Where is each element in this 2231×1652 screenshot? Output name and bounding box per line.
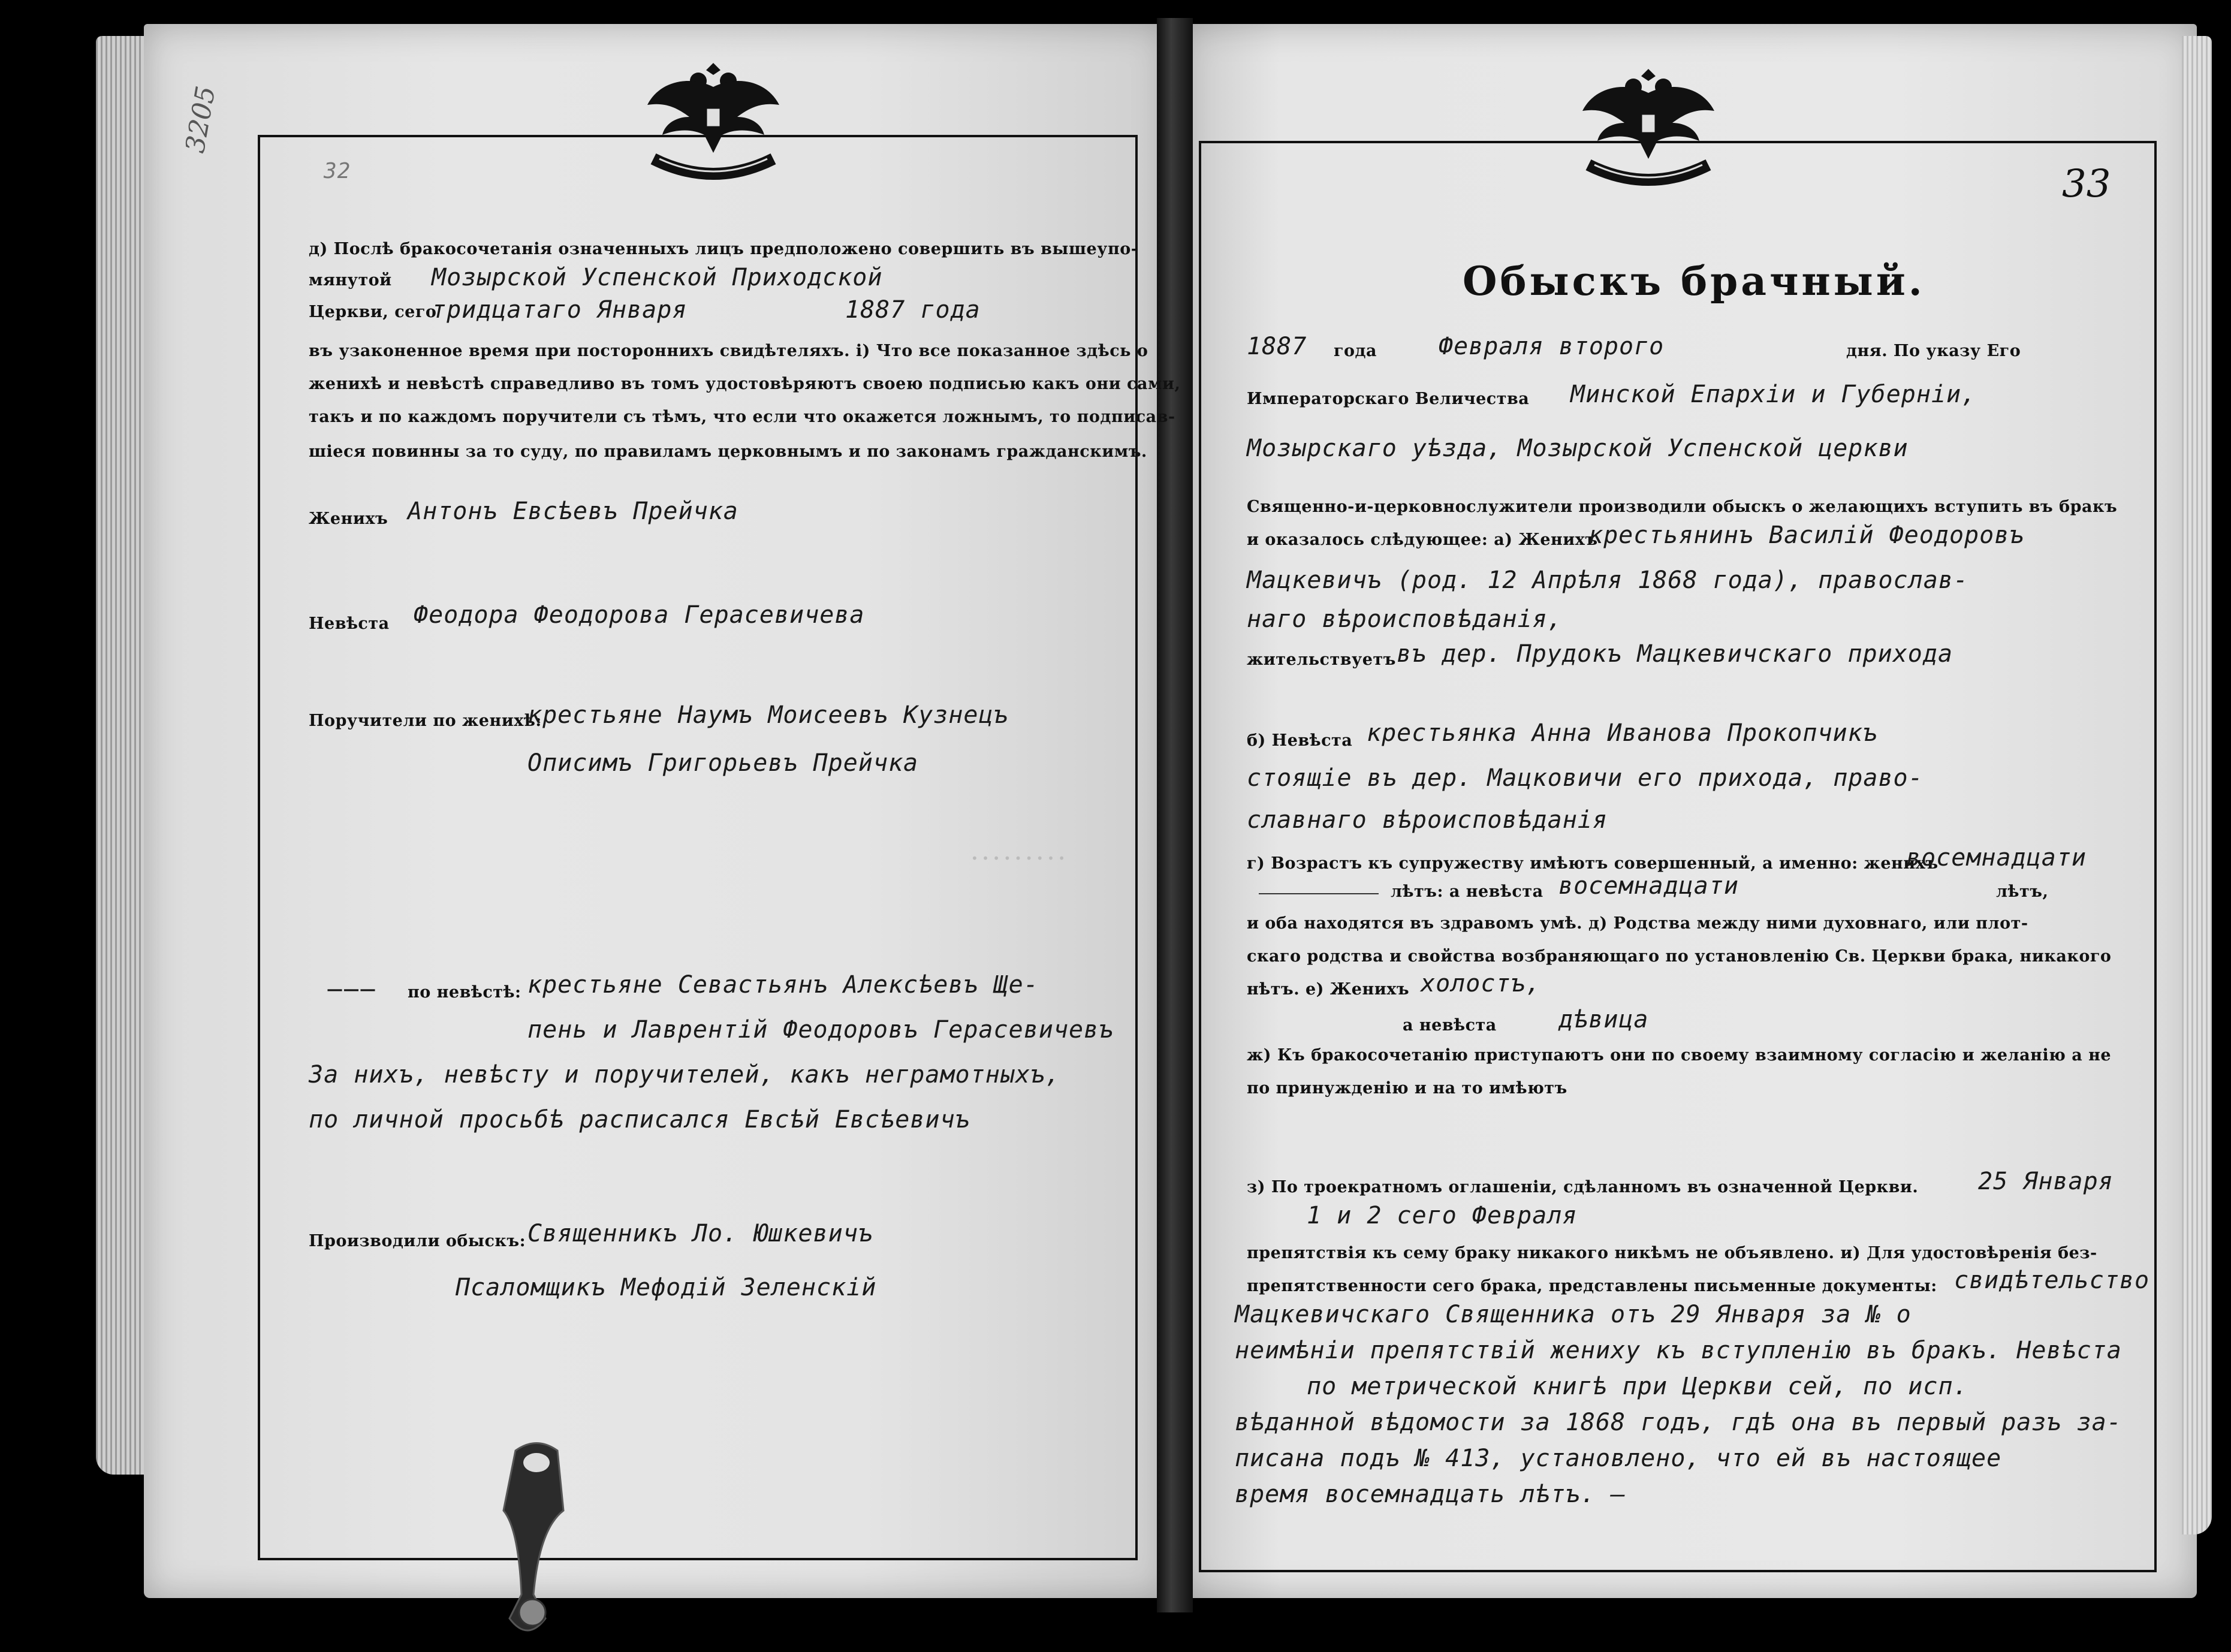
r-g2-hand: восемнадцати: [1558, 872, 1739, 900]
r-l3-hand: Мозырскаго уѣзда, Мозырской Успенской церкви: [1247, 435, 1909, 462]
r-l5-print: и оказалось слѣдующее: а) Женихъ: [1247, 530, 1598, 549]
para-d-line3-print: Церкви, сего: [309, 303, 437, 321]
bride-guarantors-line4: по личной просьбѣ расписался Евсѣй Евсѣевичъ: [309, 1106, 970, 1134]
bleed-through-text: • • • • • • • • •: [971, 851, 1066, 866]
r-g4: скаго родства и свойства возбраняющаго по установленію Св. Церкви брака, никакого: [1247, 947, 2112, 966]
r-z-hand2: 1 и 2 сего Февраля: [1307, 1202, 1578, 1229]
bride-guarantors-line2: пень и Лаврентій Феодоровъ Герасевичевъ: [527, 1016, 1114, 1044]
bride-guarantors-line1: крестьяне Севастьянъ Алексѣевъ Ще-: [527, 971, 1039, 999]
performed-by-psalmist: Псаломщикъ Мефодій Зеленскій: [456, 1274, 877, 1301]
page-number: 33: [2062, 162, 2111, 206]
groom-guarantors-line2: Описимъ Григорьевъ Прейчка: [527, 749, 919, 777]
r-l7-hand: наго вѣроисповѣданія,: [1247, 605, 1563, 633]
r-h4: вѣданной вѣдомости за 1868 годъ, гдѣ она въ первый разъ за-: [1235, 1409, 2122, 1436]
r-b-print: б) Невѣста: [1247, 731, 1353, 750]
r-g6-hand: дѣвица: [1558, 1006, 1649, 1033]
r-l2-print: Императорскаго Величества: [1247, 390, 1530, 408]
age-underline: [1259, 893, 1379, 894]
r-z2: препятствія къ сему браку никакого никѣмъ не объявлено. и) Для удостовѣренія без-: [1247, 1244, 2097, 1262]
performed-by-priest: Священникъ Ло. Юшкевичъ: [527, 1220, 873, 1247]
right-page-edges: [2182, 36, 2212, 1535]
groom-signature: Антонъ Евсѣевъ Прейчка: [408, 498, 738, 525]
r-h3: по метрической книгѣ при Церкви сей, по исп.: [1307, 1373, 1968, 1400]
book-gutter: [1157, 18, 1193, 1612]
r-b-hand2: стоящіе въ дер. Мацковичи его прихода, право-: [1247, 764, 1924, 792]
bride-guarantors-label: по невѣстѣ:: [408, 983, 521, 1002]
r-g3: и оба находятся въ здравомъ умѣ. д) Родства между ними духовнаго, или плот-: [1247, 914, 2028, 933]
r-l2-hand: Минской Епархіи и Губерніи,: [1570, 381, 1977, 408]
r-l5-hand: крестьянинъ Василій Феодоровъ: [1588, 521, 2025, 549]
bride-guarantors-line3: За нихъ, невѣсту и поручителей, какъ неграмотныхъ,: [309, 1061, 1061, 1089]
document-title: Обыскъ брачный.: [1463, 258, 1925, 305]
bride-signature: Феодора Феодорова Герасевичева: [414, 601, 865, 629]
r-g2-print2: лѣтъ,: [1996, 882, 2049, 901]
para-d-line3-hand1: тридцатаго Января: [432, 296, 688, 324]
r-l4: Священно-и-церковнослужители производили обыскъ о желающихъ вступить въ бракъ: [1247, 498, 2118, 516]
para-d-line6: такъ и по каждомъ поручители съ тѣмъ, что если что окажется ложнымъ, то подписав-: [309, 408, 1175, 426]
r-l1-print2: дня. По указу Его: [1846, 342, 2021, 360]
performed-by-label: Производили обыскъ:: [309, 1232, 526, 1250]
r-z-hand1: 25 Января: [1978, 1168, 2114, 1195]
r-g5-print: нѣтъ. е) Женихъ: [1247, 980, 1410, 999]
double-headed-eagle-emblem-right: [1570, 57, 1726, 195]
r-l1-year: 1887: [1247, 333, 1307, 360]
para-d-line7: шіеся повинны за то суду, по правиламъ церковнымъ и по законамъ гражданскимъ.: [309, 442, 1147, 461]
r-g5-hand: холостъ,: [1421, 970, 1541, 997]
r-zh1: ж) Къ бракосочетанію приступаютъ они по своему взаимному согласію и желанію а не: [1247, 1046, 2112, 1065]
para-d-line2-print: мянутой: [309, 271, 392, 290]
r-z-print: з) По троекратномъ оглашеніи, сдѣланномъ въ означенной Церкви.: [1247, 1178, 1919, 1196]
groom-guarantors-line1: крестьяне Наумъ Моисеевъ Кузнецъ: [527, 701, 1009, 729]
r-l1-print1: года: [1334, 342, 1377, 360]
r-g-print: г) Возрастъ къ супружеству имѣютъ совершенный, а именно: женихъ: [1247, 854, 1938, 873]
r-g6-print: а невѣста: [1403, 1016, 1497, 1035]
r-zh2: по принужденію и на то имѣютъ: [1247, 1079, 1567, 1098]
r-l6-hand: Мацкевичъ (род. 12 Апрѣля 1868 года), православ-: [1247, 566, 1968, 594]
r-g-hand1: восемнадцати: [1906, 844, 2087, 872]
r-b-hand3: славнаго вѣроисповѣданія: [1247, 806, 1608, 834]
r-g2-print1: лѣтъ: а невѣста: [1391, 882, 1543, 901]
bride-label: Невѣста: [309, 614, 390, 633]
r-b-hand1: крестьянка Анна Иванова Прокопчикъ: [1367, 719, 1878, 747]
double-headed-eagle-emblem-left: [635, 51, 791, 189]
para-d-line3-hand2: 1887 года: [845, 296, 981, 324]
bride-guarantors-dash: ———: [327, 980, 376, 999]
para-d-line5: женихѣ и невѣстѣ справедливо въ томъ удостовѣряютъ своею подписью какъ они сами,: [309, 375, 1181, 393]
r-h2: неимѣніи препятствій жениху къ вступленію въ бракъ. Невѣста: [1235, 1337, 2122, 1364]
r-l8-print: жительствуетъ: [1247, 650, 1396, 669]
para-d-line4: въ узаконенное время при постороннихъ свидѣтеляхъ. і) Что все показанное здѣсь о: [309, 342, 1148, 360]
para-d-line2-hand: Мозырской Успенской Приходской: [432, 264, 883, 291]
r-l8-hand: въ дер. Прудокъ Мацкевичскаго прихода: [1397, 640, 1953, 668]
archive-seal-tab: [492, 1439, 581, 1642]
r-h1: Мацкевичскаго Священника отъ 29 Января за № о: [1235, 1301, 1912, 1328]
r-h6: время восемнадцать лѣтъ. —: [1235, 1481, 1626, 1508]
groom-guarantors-label: Поручители по женихѣ:: [309, 712, 542, 730]
r-h5: писана подъ № 413, установлено, что ей въ настоящее: [1235, 1445, 2002, 1472]
groom-label: Женихъ: [309, 510, 388, 528]
archive-margin-number: 3205: [180, 83, 222, 155]
r-z3-print: препятственности сего брака, представлены письменные документы:: [1247, 1277, 1937, 1295]
left-corner-mark: 32: [324, 159, 351, 183]
r-z3-hand: свидѣтельство: [1954, 1267, 2150, 1294]
r-l1-date: Февраля второго: [1439, 333, 1665, 360]
para-d-line1: д) Послѣ бракосочетанія означенныхъ лицъ предположено совершить въ вышеупо-: [309, 240, 1138, 258]
